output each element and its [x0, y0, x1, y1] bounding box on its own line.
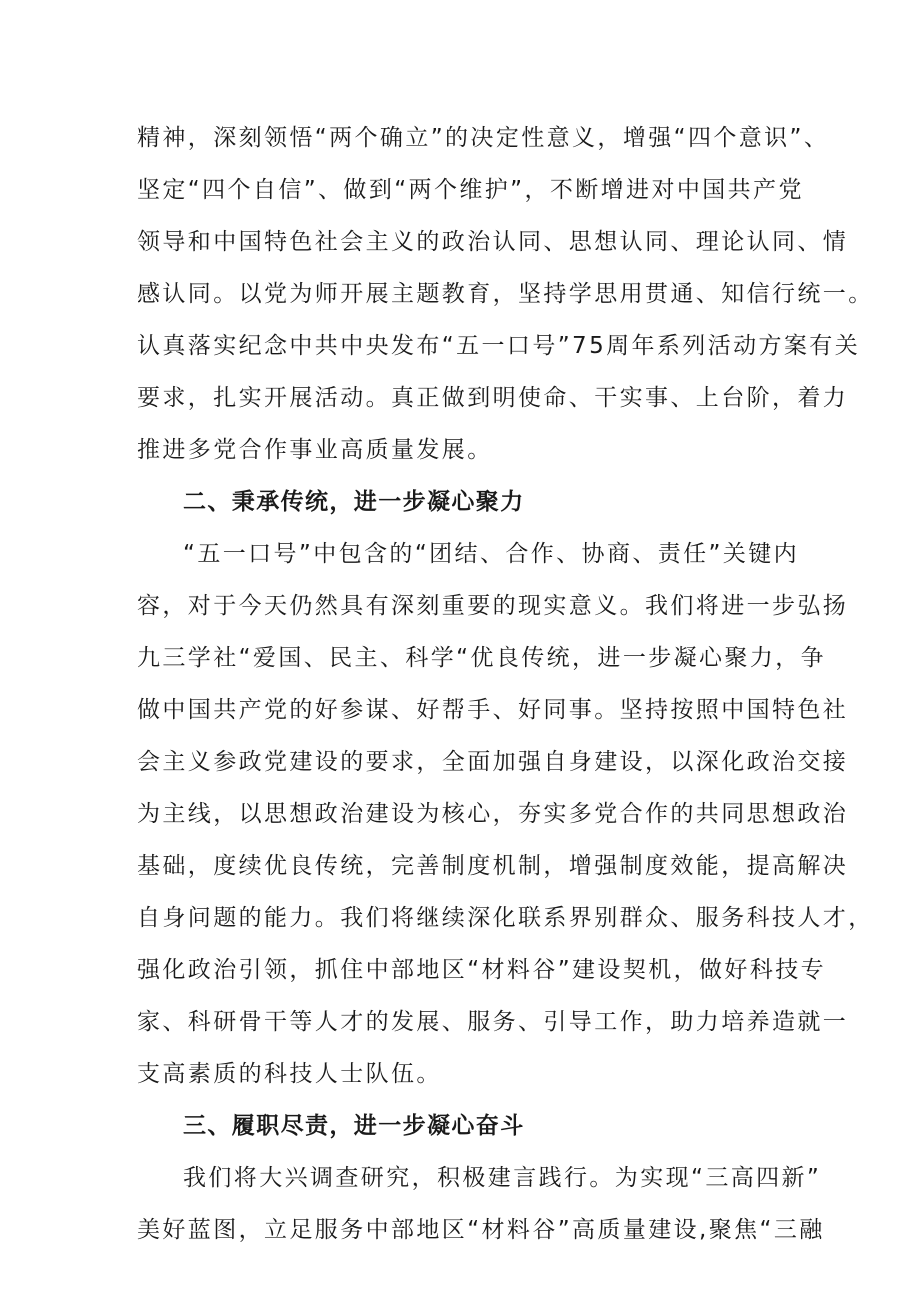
- text-line: 美好蓝图，立足服务中部地区“材料谷”高质量建设,聚焦“三融: [137, 1217, 825, 1243]
- text-line: 认真落实纪念中共中央发布“五一口号”75周年系列活动方案有关: [137, 333, 861, 359]
- text-line: 做中国共产党的好参谋、好帮手、好同事。坚持按照中国特色社: [137, 697, 849, 723]
- paragraph-3: [137, 1152, 825, 1256]
- text-line: 推进多党合作事业高质量发展。: [137, 437, 493, 463]
- text-line: 强化政治引领，抓住中部地区“材料谷”建设契机，做好科技专: [137, 957, 827, 983]
- text-line: 领导和中国特色社会主义的政治认同、思想认同、理论认同、情: [137, 229, 849, 255]
- text-line: 坚定“四个自信”、做到“两个维护”，不断增进对中国共产党: [137, 177, 804, 203]
- text-line: 精神，深刻领悟“两个确立”的决定性意义，增强“四个意识”、: [137, 125, 830, 151]
- document-body: [137, 112, 874, 1256]
- text-line: 家、科研骨干等人才的发展、服务、引导工作，助力培养造就一: [137, 1009, 849, 1035]
- text-line: 自身问题的能力。我们将继续深化联系界别群众、服务科技人才，: [137, 905, 874, 931]
- text-line: 要求，扎实开展活动。真正做到明使命、干实事、上台阶，着力: [137, 385, 849, 411]
- section-heading-3: 三、履职尽责，进一步凝心奋斗: [183, 1113, 525, 1139]
- text-line: 我们将大兴调查研究，积极建言践行。为实现“三高四新”: [183, 1165, 822, 1191]
- text-line: 会主义参政党建设的要求，全面加强自身建设，以深化政治交接: [137, 749, 849, 775]
- paragraph-1: [137, 112, 874, 476]
- text-line: “五一口号”中包含的“团结、合作、协商、责任”关键内: [183, 541, 800, 567]
- text-line: 支高素质的科技人士队伍。: [137, 1061, 442, 1087]
- text-line: 为主线，以思想政治建设为核心，夯实多党合作的共同思想政治: [137, 801, 849, 827]
- text-line: 容，对于今天仍然具有深刻重要的现实意义。我们将进一步弘扬: [137, 593, 849, 619]
- text-line: 感认同。以党为师开展主题教育，坚持学思用贯通、知信行统一。: [137, 281, 874, 307]
- text-line: 基础，度续优良传统，完善制度机制，增强制度效能，提高解决: [137, 853, 849, 879]
- text-line: 九三学社“爱国、民主、科学“优良传统，进一步凝心聚力，争: [137, 645, 827, 671]
- section-heading-2: 二、秉承传统，进一步凝心聚力: [183, 489, 525, 515]
- paragraph-2: [137, 528, 874, 1100]
